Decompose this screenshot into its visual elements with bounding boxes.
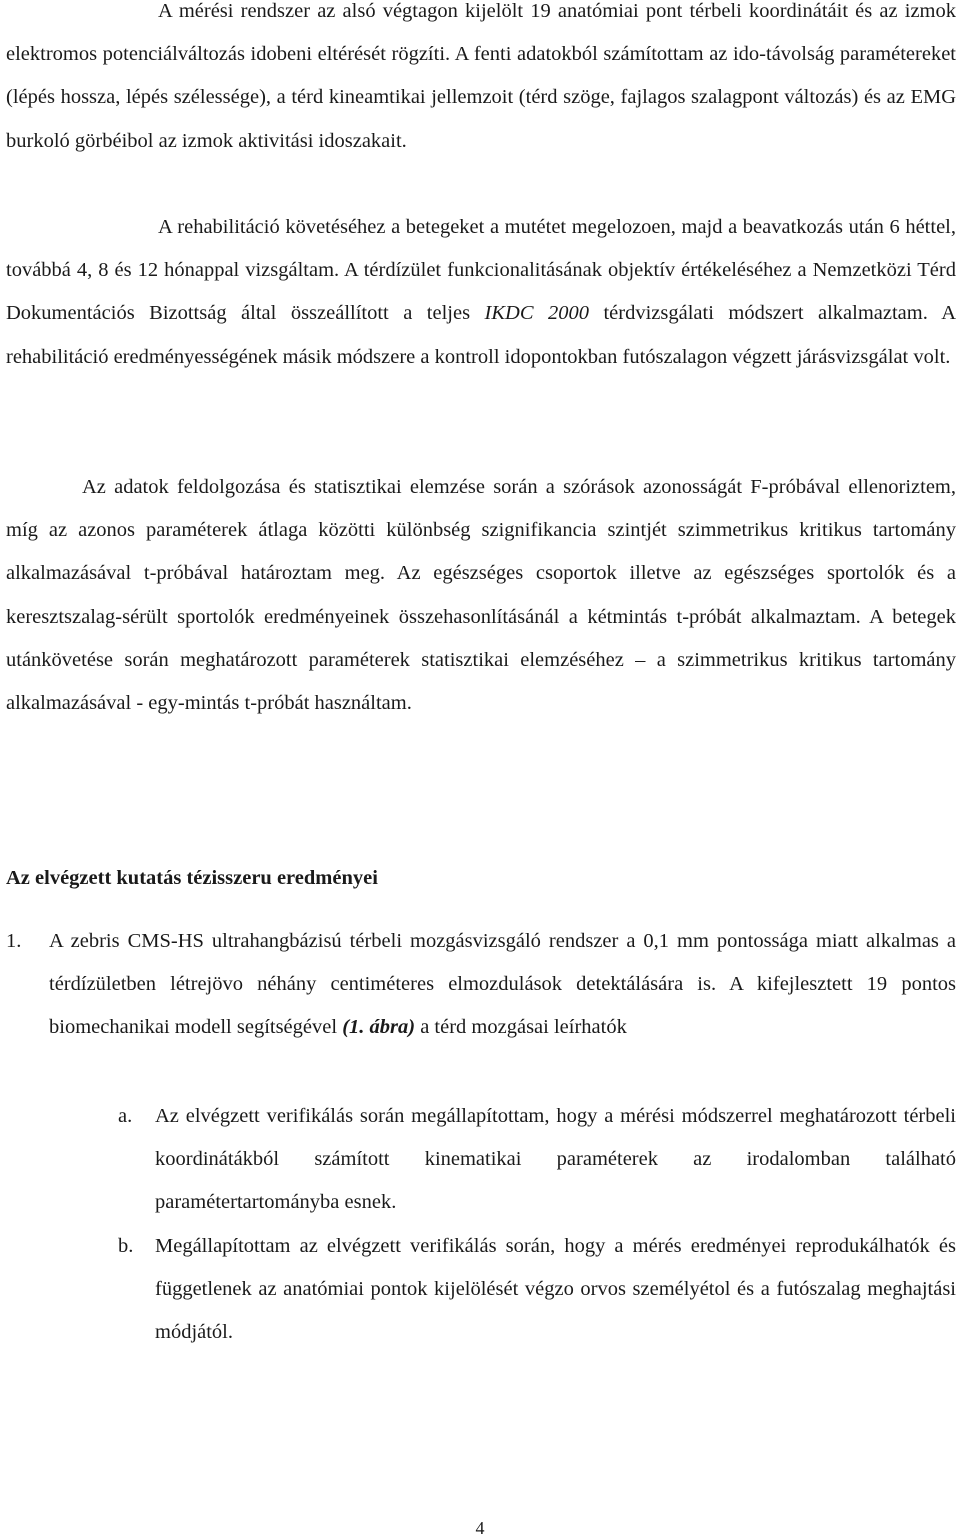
paragraph-rehabilitation <box>6 206 956 379</box>
thesis-text: A zebris CMS-HS ultrahangbázisú térbeli mozgásvizsgáló rendszer a 0,1 mm pontossága miatt alkalmas a térdízületben létrejövo néhány centiméteres elmozdulások detektálására is. A kifejlesztett 19 pontos biomechanikai modell segítségével <box>49 930 956 1039</box>
thesis-item-1 <box>6 920 956 1050</box>
list-marker: b. <box>118 1235 134 1257</box>
subitem-text: Az elvégzett verifikálás során megállapítottam, hogy a mérési módszerrel meghatározott térbeli koordinátákból számított kinematikai paraméterek az irodalomban található paramétertartományba esnek. <box>155 1105 956 1214</box>
paragraph-text: A rehabilitáció követéséhez a betegeket a mutétet megelozoen, majd a beavatkozás után 6 héttel, továbbá 4, 8 és 12 hónappal vizsgáltam. A térdízület funkcionalitásának objektív értékeléséhez a Nemzetközi Térd Dokumentációs Bizottság által összeállított a teljes <box>6 216 956 325</box>
ikdc-term: IKDC 2000 <box>484 302 589 325</box>
paragraph-text: térdvizsgálati módszert alkalmaztam. A rehabilitáció eredményességének másik módszere a kontroll idopontokban futószalagon végzett járásvizsgálat volt. <box>6 302 956 368</box>
thesis-subitem-b <box>118 1225 956 1355</box>
paragraph-statistics <box>6 466 956 725</box>
list-marker: a. <box>118 1105 133 1127</box>
subitem-text: Megállapítottam az elvégzett verifikálás során, hogy a mérés eredményei reprodukálhatók és függetlenek az anatómiai pontok kijelölését végzo orvos személyétol és a futószalag meghajtási módjától. <box>155 1235 956 1344</box>
figure-reference: (1. ábra) <box>342 1016 416 1039</box>
paragraph-measurement-system <box>6 0 956 163</box>
paragraph-text: Az adatok feldolgozása és statisztikai elemzése során a szórások azonosságát F-próbával ellenoriztem, míg az azonos paraméterek átlaga közötti különbség szignifikancia szintjét szimmetrikus kritikus tartomány alkalmazásával t-próbával határoztam meg. Az egészséges csoportok illetve az egészséges sportolók és a keresztszalag-sérült sportolók eredményeinek összehasonlításánál a kétmintás t-próbát alkalmaztam. A betegek utánkövetése során meghatározott paraméterek statisztikai elemzéséhez – a szimmetrikus kritikus tartomány alkalmazásával - egy-mintás t-próbát használtam. <box>6 476 956 715</box>
paragraph-text: A mérési rendszer az alsó végtagon kijelölt 19 anatómiai pont térbeli koordinátáit és az izmok elektromos potenciálváltozás idobeni eltérését rögzíti. A fenti adatokból számítottam az ido-távolság paramétereket (lépés hossza, lépés szélessége), a térd kineamtikai jellemzoit (térd szöge, fajlagos szalagpont változás) és az EMG burkoló görbéibol az izmok aktivitási idoszakait. <box>6 0 956 152</box>
thesis-subitem-a <box>118 1095 956 1225</box>
section-heading: Az elvégzett kutatás tézisszeru eredményei <box>6 867 378 889</box>
thesis-item-body <box>49 920 956 1050</box>
thesis-text: a térd mozgásai leírhatók <box>415 1016 627 1039</box>
page-number: 4 <box>475 1518 485 1538</box>
list-marker: 1. <box>6 930 22 952</box>
